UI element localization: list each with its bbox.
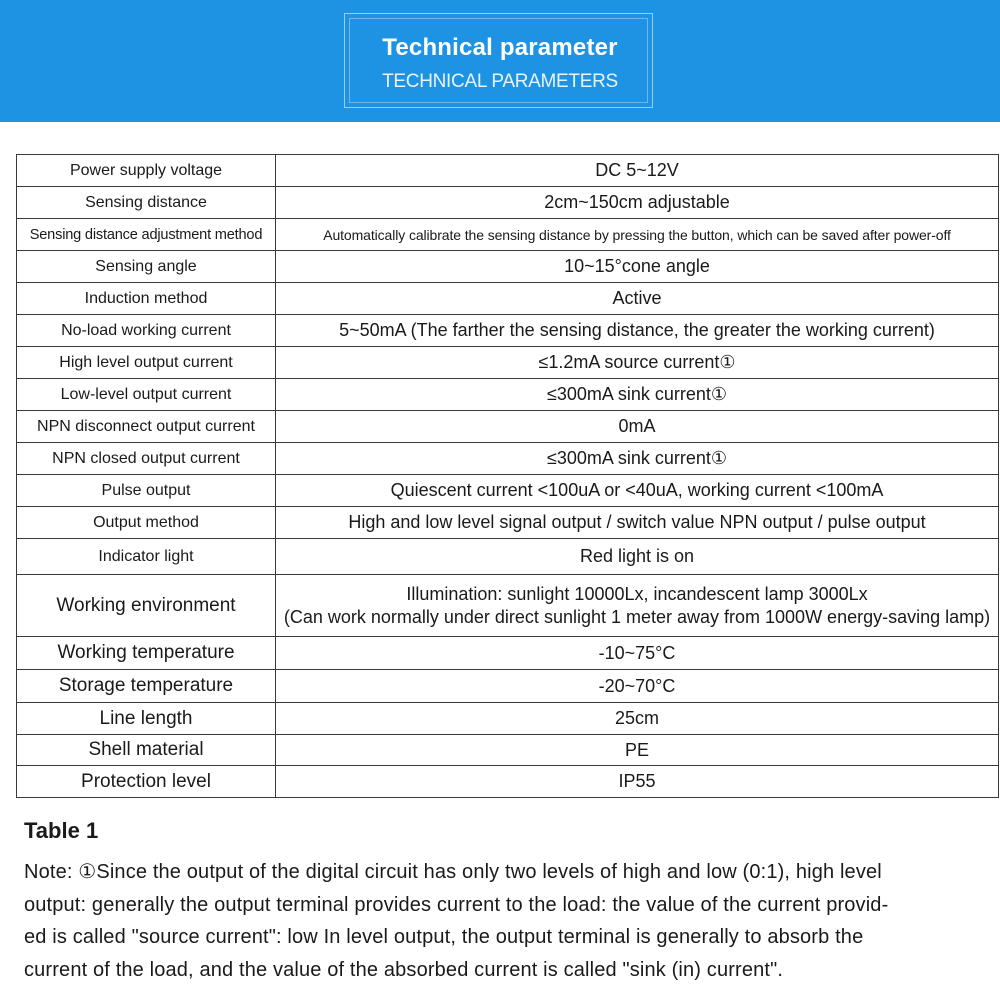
param-label: Induction method [17, 283, 276, 315]
param-label: Line length [17, 703, 276, 735]
param-label: NPN closed output current [17, 443, 276, 475]
footnote-line: Note: ①Since the output of the digital circuit has only two levels of high and low (0:1), high level [24, 861, 882, 883]
param-value: 5~50mA (The farther the sensing distance, the greater the working current) [276, 315, 999, 347]
param-label: Pulse output [17, 475, 276, 507]
param-value: PE [276, 735, 999, 766]
footnote [24, 856, 974, 986]
table-row [17, 219, 999, 251]
param-value: 2cm~150cm adjustable [276, 187, 999, 219]
table-row [17, 251, 999, 283]
page-subtitle: TECHNICAL PARAMETERS [382, 71, 618, 92]
table-row [17, 703, 999, 735]
param-value: Automatically calibrate the sensing distance by pressing the button, which can be saved after power-off [276, 219, 999, 251]
param-value: 25cm [276, 703, 999, 735]
table-row [17, 475, 999, 507]
param-value: Active [276, 283, 999, 315]
table-caption: Table 1 [24, 818, 99, 843]
table-row [17, 443, 999, 475]
param-label: No-load working current [17, 315, 276, 347]
param-label: Sensing angle [17, 251, 276, 283]
param-label: NPN disconnect output current [17, 411, 276, 443]
footnote-line: ed is called "source current": low In level output, the output terminal is generally to absorb the [24, 926, 864, 948]
param-label: Sensing distance adjustment method [17, 219, 276, 251]
table-row [17, 187, 999, 219]
param-value: DC 5~12V [276, 155, 999, 187]
param-label: Sensing distance [17, 187, 276, 219]
param-value: 0mA [276, 411, 999, 443]
page-title: Technical parameter [382, 34, 618, 61]
param-value: High and low level signal output / switch value NPN output / pulse output [276, 507, 999, 539]
param-value: ≤300mA sink current① [276, 443, 999, 475]
param-label: Shell material [17, 735, 276, 766]
param-value: Quiescent current <100uA or <40uA, working current <100mA [276, 475, 999, 507]
table-row [17, 766, 999, 798]
param-value: ≤300mA sink current① [276, 379, 999, 411]
param-value: IP55 [276, 766, 999, 798]
table-row [17, 283, 999, 315]
table-row [17, 347, 999, 379]
table-row [17, 315, 999, 347]
table-row [17, 507, 999, 539]
table-row [17, 379, 999, 411]
parameters-table [16, 154, 999, 798]
footnote-line: current of the load, and the value of the absorbed current is called "sink (in) current". [24, 958, 784, 981]
param-label: Power supply voltage [17, 155, 276, 187]
param-label: Protection level [17, 766, 276, 798]
param-value-line: (Can work normally under direct sunlight 1 meter away from 1000W energy-saving lamp) [283, 606, 991, 627]
table-row [17, 670, 999, 703]
param-label: Indicator light [17, 539, 276, 575]
param-label: Output method [17, 507, 276, 539]
param-value: -10~75°C [276, 637, 999, 670]
param-label: Low-level output current [17, 379, 276, 411]
param-label: Working environment [17, 575, 276, 637]
table-row [17, 575, 999, 637]
table-row [17, 539, 999, 575]
table-row [17, 155, 999, 187]
param-value-line: Illumination: sunlight 10000Lx, incandescent lamp 3000Lx [406, 583, 868, 604]
param-value: Red light is on [276, 539, 999, 575]
param-value: -20~70°C [276, 670, 999, 703]
footnote-line: output: generally the output terminal provides current to the load: the value of the current provid- [24, 893, 889, 916]
table-row [17, 411, 999, 443]
table-row [17, 735, 999, 766]
param-label: High level output current [17, 347, 276, 379]
param-value: ≤1.2mA source current① [276, 347, 999, 379]
param-label: Working temperature [17, 637, 276, 670]
table-row [17, 637, 999, 670]
param-value: 10~15°cone angle [276, 251, 999, 283]
param-value-multiline [276, 575, 999, 637]
param-label: Storage temperature [17, 670, 276, 703]
